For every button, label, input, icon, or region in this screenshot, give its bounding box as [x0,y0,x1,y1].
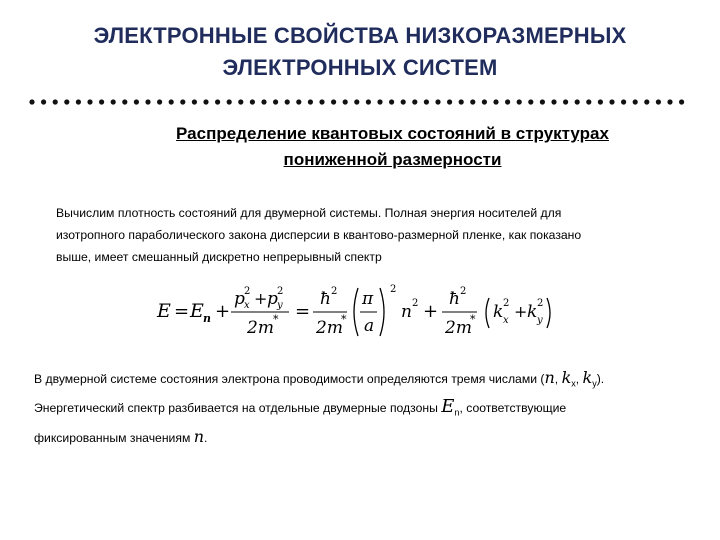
intro-line2: изотропного параболического закона дисперсии в квантово-размерной пленке, как показано [56,228,582,242]
divider-dot [145,99,150,104]
formula-plus4: + [514,302,528,321]
slide-title-line1: ЭЛЕКТРОННЫЕ СВОЙСТВА НИЗКОРАЗМЕРНЫХ [93,23,627,48]
formula-paren-exp: 2 [390,284,397,295]
formula-ky-exp: 2 [537,298,544,309]
divider-dot [505,99,510,104]
formula-py-exp: 2 [277,286,284,297]
intro-paragraph [56,202,676,268]
var-n: n [544,368,555,387]
divider-dot [644,99,649,104]
divider-dot [633,99,638,104]
states-line1-text: В двумерной системе состояния электрона проводимости определяются тремя числами ( [34,372,545,386]
var-En-sub: n [454,407,460,418]
states-line2-end: , соответствующие [459,401,567,416]
divider-dot [296,99,301,104]
divider-dot [227,99,232,104]
formula-py-sub: y [277,300,283,311]
divider-dot [493,99,498,104]
sep2: , [575,372,583,386]
divider-dot [41,99,46,104]
formula-py: p [267,289,278,309]
divider-dot [273,99,278,104]
divider-dot [598,99,603,104]
formula-hbar1: ħ [320,289,331,309]
divider-dot [238,99,243,104]
divider-dot [319,99,324,104]
formula-right-paren [380,288,384,336]
slide-title [0,20,720,84]
states-line3 [34,425,704,450]
var-ky: k [582,368,593,387]
divider-dot [447,99,452,104]
formula-En: E [190,300,204,322]
formula-den3: 2m [445,318,472,338]
divider-dot [609,99,614,104]
divider-dot [459,99,464,104]
divider-dot [621,99,626,104]
divider-dot [343,99,348,104]
states-line3-end: . [204,430,208,445]
formula-px: p [234,289,245,309]
divider-dot [87,99,92,104]
states-line2 [34,395,704,424]
states-line3-text: фиксированным значениям [34,430,194,445]
divider-dot [122,99,127,104]
divider-dot [679,99,684,104]
divider-dot [134,99,139,104]
divider-dot [308,99,313,104]
divider-dot [575,99,580,104]
divider-dot [180,99,185,104]
divider-dot [401,99,406,104]
formula-right-paren-2 [547,298,550,328]
divider-dot [435,99,440,104]
formula-En-sub: n [203,312,211,325]
formula-left-paren-2 [486,298,489,328]
formula-plus2: + [254,289,268,308]
formula-eq2: = [295,301,311,322]
divider-dot [412,99,417,104]
intro-line3: выше, имеет смешанный дискретно непрерывный спектр [56,250,382,264]
divider-dot [192,99,197,104]
divider-dot [64,99,69,104]
sep1: , [554,372,562,386]
formula-n: n [401,302,412,322]
divider-dot [111,99,116,104]
divider-dot [470,99,475,104]
divider-dot [29,99,34,104]
divider-dot [157,99,162,104]
divider-dot [389,99,394,104]
divider-dot [76,99,81,104]
states-line1 [34,366,704,395]
formula-plus3: + [423,301,439,322]
divider-dot [53,99,58,104]
divider-dot [250,99,255,104]
var-kx-sub: x [571,378,576,389]
formula-left-paren [354,288,358,336]
divider-dot [656,99,661,104]
divider-dot [169,99,174,104]
var-En: E [441,396,455,418]
close-paren: ). [596,372,605,386]
energy-formula [155,276,575,346]
divider-dot [528,99,533,104]
divider-dot [517,99,522,104]
formula-kx-sub: x [503,315,509,326]
dotted-divider [28,95,696,109]
formula-ky: k [527,302,538,322]
divider-dot [586,99,591,104]
formula-kx: k [493,302,504,322]
divider-dot [331,99,336,104]
formula-hbar1-exp: 2 [331,286,338,297]
divider-dot [482,99,487,104]
formula-den1-star: * [273,313,279,326]
divider-dot [354,99,359,104]
formula-ky-sub: y [537,315,543,326]
var-n-2: n [193,426,205,446]
formula-hbar2: ħ [449,289,460,309]
formula-kx-exp: 2 [503,298,510,309]
divider-dot [667,99,672,104]
divider-dot [261,99,266,104]
formula-plus1: + [215,301,231,322]
formula-hbar2-exp: 2 [460,286,467,297]
formula-den1: 2m [247,318,274,338]
var-kx: k [561,368,572,387]
formula-px-sub: x [244,300,250,311]
section-title-line2: пониженной размерности [283,150,502,169]
intro-line1: Вычислим плотность состояний для двумерной системы. Полная энергия носителей для [56,206,562,220]
states-paragraph [34,366,704,450]
formula-a: a [364,316,375,336]
states-line2-text: Энергетический спектр разбивается на отдельные двумерные подзоны [34,401,442,416]
formula-den2: 2m [316,318,343,338]
section-title [100,121,685,173]
formula-n-exp: 2 [412,298,419,309]
formula-pi: π [362,289,374,309]
divider-dot [377,99,382,104]
divider-dot [563,99,568,104]
divider-dot [215,99,220,104]
divider-dot [540,99,545,104]
formula-den3-star: * [470,313,476,326]
divider-dot [203,99,208,104]
formula-E: E [157,300,171,322]
formula-eq1: = [174,301,190,322]
formula-den2-star: * [341,313,347,326]
divider-dot [366,99,371,104]
formula-px-exp: 2 [244,286,251,297]
slide-title-line2: ЭЛЕКТРОННЫХ СИСТЕМ [222,55,498,80]
divider-dot [551,99,556,104]
divider-dot [424,99,429,104]
section-title-line1: Распределение квантовых состояний в структурах [176,124,609,143]
divider-dot [99,99,104,104]
divider-dot [285,99,290,104]
var-ky-sub: y [592,378,597,389]
